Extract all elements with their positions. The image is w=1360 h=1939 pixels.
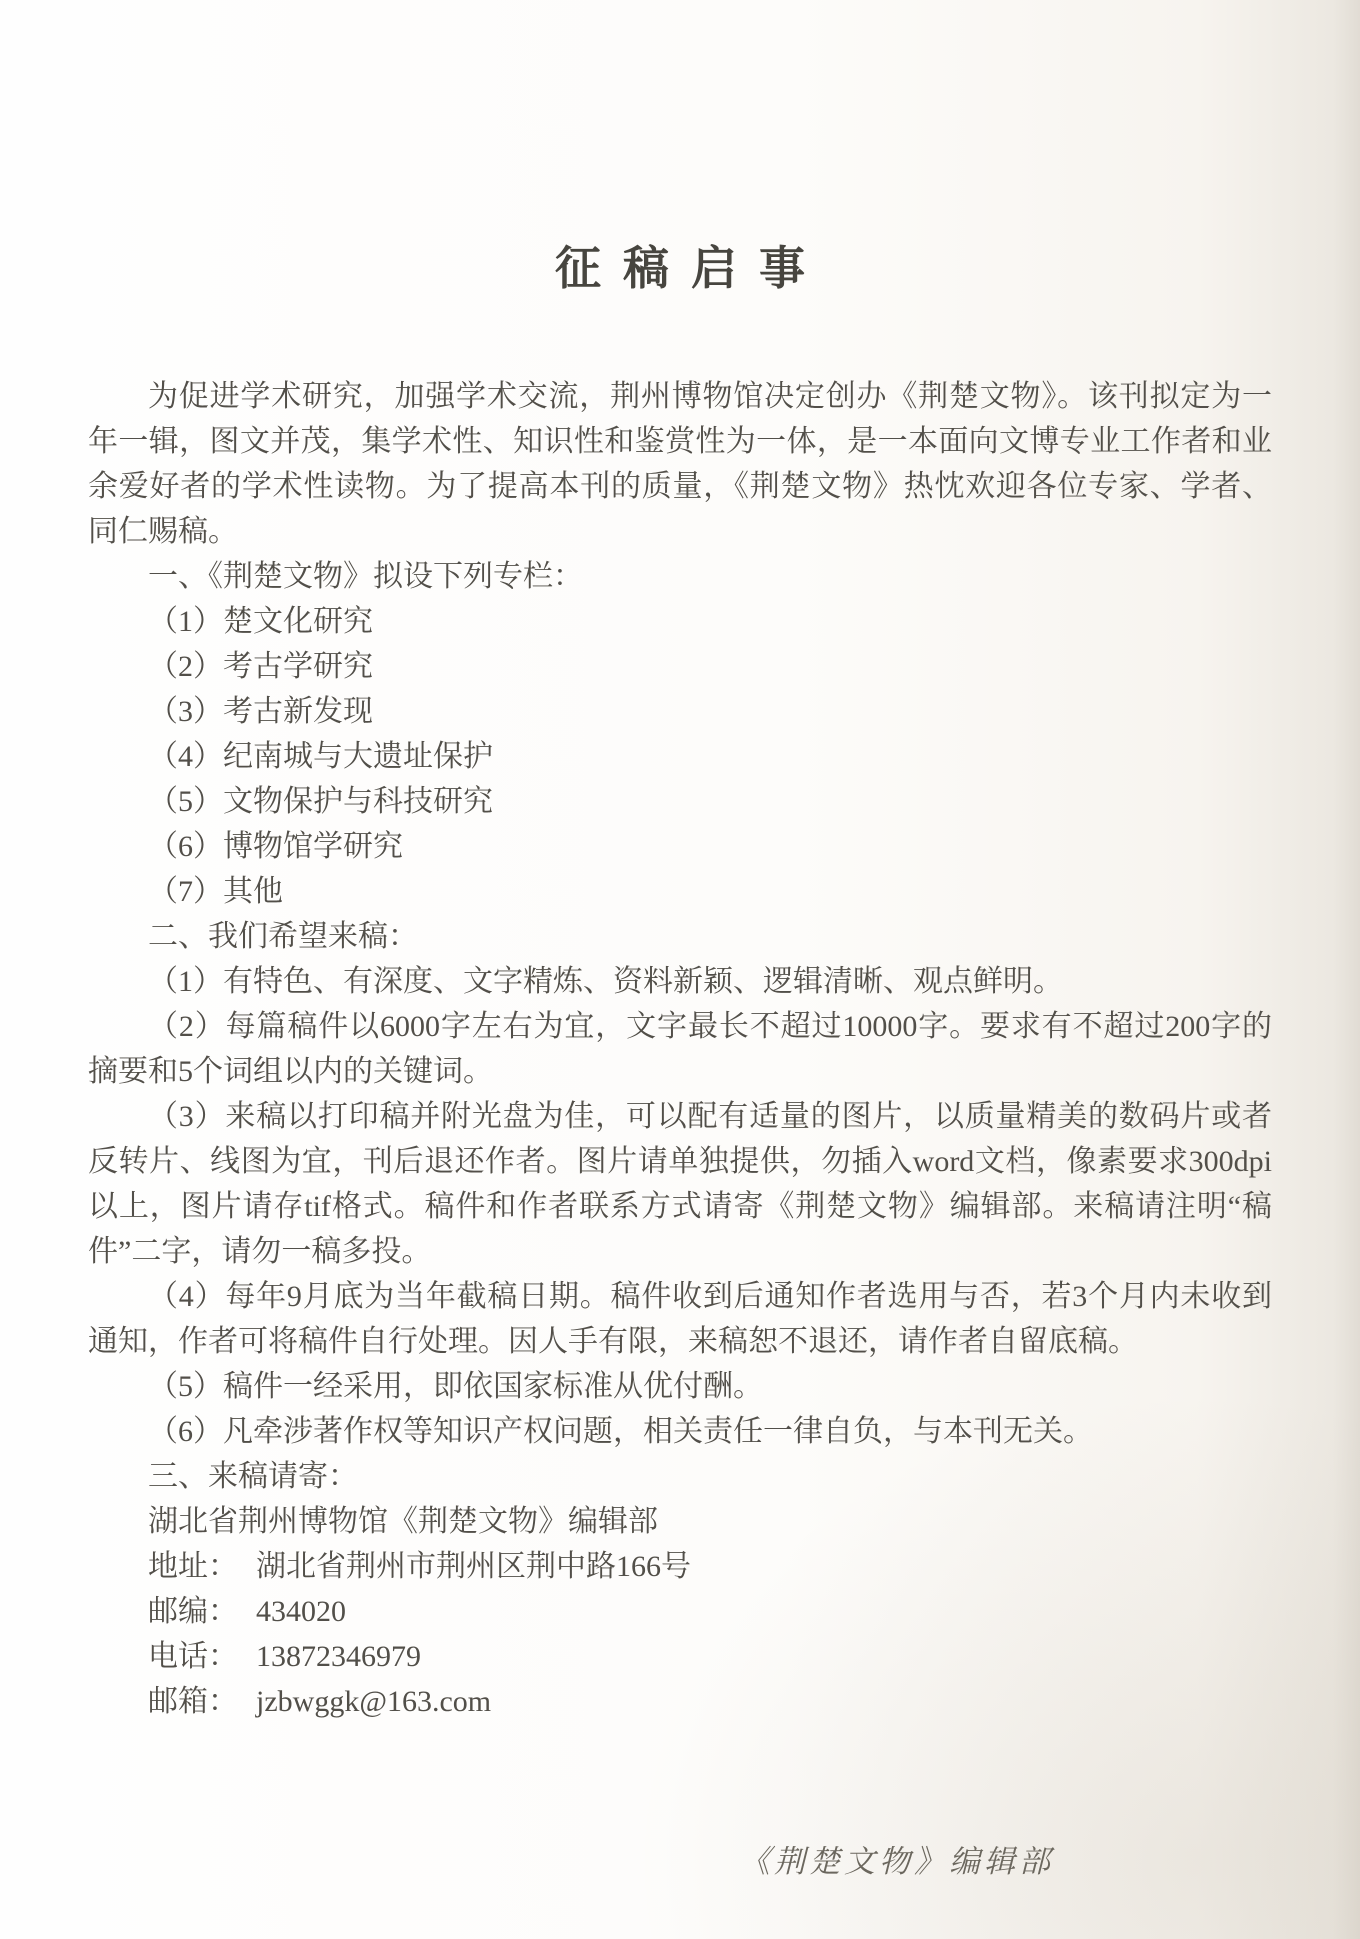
- section-2-item: （1）有特色、有深度、文字精炼、资料新颖、逻辑清晰、观点鲜明。: [148, 965, 1063, 998]
- section-1-item: （2）考古学研究: [148, 650, 373, 683]
- phone-label: 电话：: [148, 1640, 238, 1673]
- section-2-item: （5）稿件一经采用，即依国家标准从优付酬。: [148, 1370, 763, 1403]
- postcode-label: 邮编：: [148, 1595, 238, 1628]
- contact-recipient: 湖北省荆州博物馆《荆楚文物》编辑部: [148, 1505, 658, 1538]
- contact-address-line: [88, 1544, 1272, 1589]
- email-value: jzbwggk@163.com: [256, 1685, 492, 1718]
- section-2-item: （2）每篇稿件以6000字左右为宜，文字最长不超过10000字。要求有不超过200字的摘要和5个词组以内的关键词。: [88, 1010, 1272, 1088]
- section-2-item: （6）凡牵涉著作权等知识产权问题，相关责任一律自负，与本刊无关。: [148, 1415, 1093, 1448]
- address-value: 湖北省荆州市荆州区荆中路166号: [256, 1550, 691, 1583]
- contact-postcode-line: [88, 1589, 1272, 1634]
- section-2-item: （4）每年9月底为当年截稿日期。稿件收到后通知作者选用与否，若3个月内未收到通知，作者可将稿件自行处理。因人手有限，来稿恕不退还，请作者自留底稿。: [88, 1280, 1272, 1358]
- section-2-item: （3）来稿以打印稿并附光盘为佳，可以配有适量的图片，以质量精美的数码片或者反转片、线图为宜，刊后退还作者。图片请单独提供，勿插入word文档，像素要求300dpi以上，图片请存tif格式。稿件和作者联系方式请寄《荆楚文物》编辑部。来稿请注明“稿件”二字，请勿一稿多投。: [88, 1100, 1272, 1268]
- contact-phone-line: [88, 1634, 1272, 1679]
- section-1-item: （7）其他: [148, 875, 283, 908]
- postcode-value: 434020: [256, 1595, 346, 1628]
- intro-paragraph: 为促进学术研究，加强学术交流，荆州博物馆决定创办《荆楚文物》。该刊拟定为一年一辑，图文并茂，集学术性、知识性和鉴赏性为一体，是一本面向文博专业工作者和业余爱好者的学术性读物。为了提高本刊的质量，《荆楚文物》热忱欢迎各位专家、学者、同仁赐稿。: [88, 380, 1272, 548]
- section-1-item: （3）考古新发现: [148, 695, 373, 728]
- section-1-item: （5）文物保护与科技研究: [148, 785, 493, 818]
- email-label: 邮箱：: [148, 1685, 238, 1718]
- phone-value: 13872346979: [256, 1640, 421, 1673]
- section-3-heading: 三、来稿请寄：: [148, 1460, 358, 1493]
- section-1-item: （1）楚文化研究: [148, 605, 373, 638]
- contact-email-line: [88, 1679, 1272, 1724]
- section-1-item: （4）纪南城与大遗址保护: [148, 740, 493, 773]
- section-2-heading: 二、我们希望来稿：: [148, 920, 418, 953]
- section-1-heading: 一、《荆楚文物》拟设下列专栏：: [148, 560, 583, 593]
- address-label: 地址：: [148, 1550, 238, 1583]
- signature: 《荆楚文物》编辑部: [739, 1844, 1054, 1879]
- page-title: 征稿启事: [555, 243, 827, 294]
- section-1-item: （6）博物馆学研究: [148, 830, 403, 863]
